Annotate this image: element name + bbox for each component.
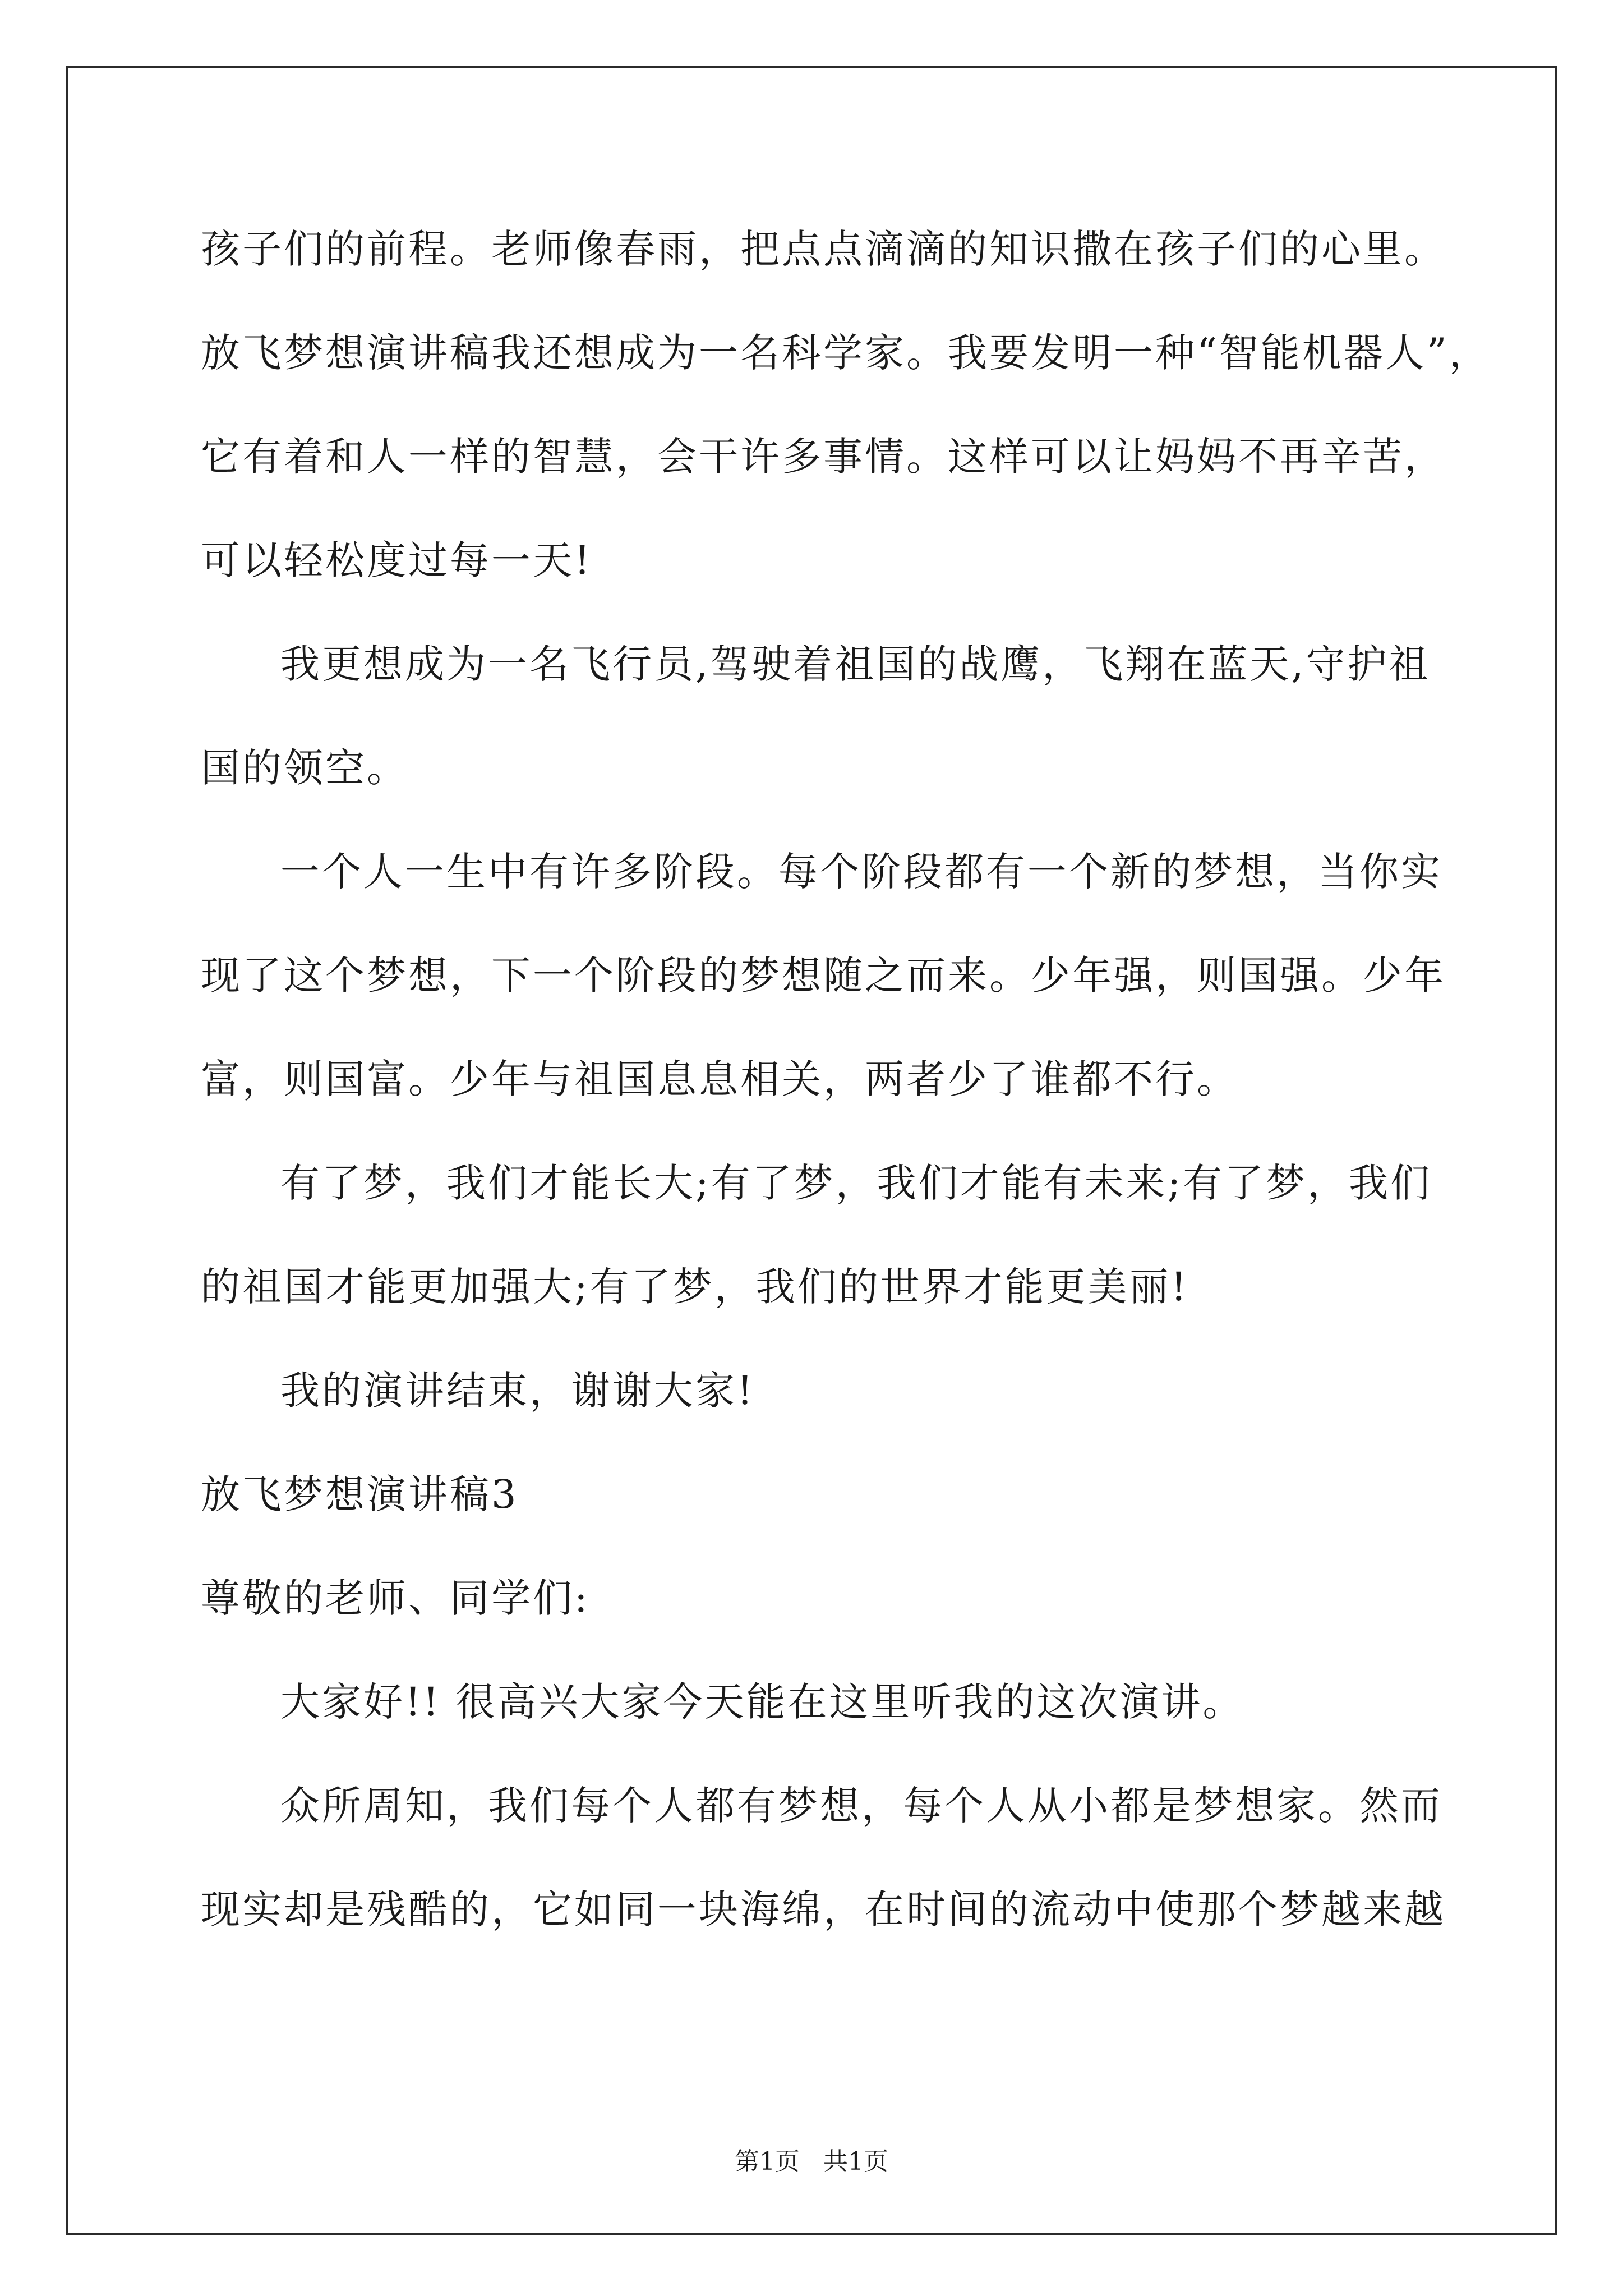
text-line: 放飞梦想演讲稿我还想成为一名科学家。我要发明一种“智能机器人”， xyxy=(201,330,1491,376)
text-line: 一个人一生中有许多阶段。每个阶段都有一个新的梦想，当你实 xyxy=(280,849,1442,895)
text-line: 大家好!! 很高兴大家今天能在这里听我的这次演讲。 xyxy=(280,1679,1244,1725)
page-total: 共1页 xyxy=(823,2147,888,2176)
text-line: 现实却是残酷的，它如同一块海绵，在时间的流动中使那个梦越来越 xyxy=(201,1887,1446,1932)
page-footer xyxy=(0,2146,1623,2178)
text-line: 我更想成为一名飞行员,驾驶着祖国的战鹰，飞翔在蓝天,守护祖 xyxy=(280,641,1431,687)
text-line: 的祖国才能更加强大;有了梦，我们的世界才能更美丽! xyxy=(201,1264,1189,1310)
text-line: 可以轻松度过每一天! xyxy=(201,537,593,583)
salutation: 尊敬的老师、同学们: xyxy=(201,1575,590,1621)
section-heading: 放飞梦想演讲稿3 xyxy=(201,1471,519,1517)
text-line: 有了梦，我们才能长大;有了梦，我们才能有未来;有了梦，我们 xyxy=(280,1160,1432,1206)
text-line: 现了这个梦想，下一个阶段的梦想随之而来。少年强，则国强。少年 xyxy=(201,953,1446,999)
text-line: 我的演讲结束，谢谢大家! xyxy=(280,1368,755,1414)
text-line: 它有着和人一样的智慧，会干许多事情。这样可以让妈妈不再辛苦， xyxy=(201,434,1446,480)
text-line: 富，则国富。少年与祖国息息相关，两者少了谁都不行。 xyxy=(201,1056,1238,1102)
text-line: 国的领空。 xyxy=(201,745,408,791)
text-line: 孩子们的前程。老师像春雨，把点点滴滴的知识撒在孩子们的心里。 xyxy=(201,226,1446,272)
text-line: 众所周知，我们每个人都有梦想，每个人从小都是梦想家。然而 xyxy=(280,1783,1442,1829)
page-number: 第1页 xyxy=(735,2147,800,2176)
